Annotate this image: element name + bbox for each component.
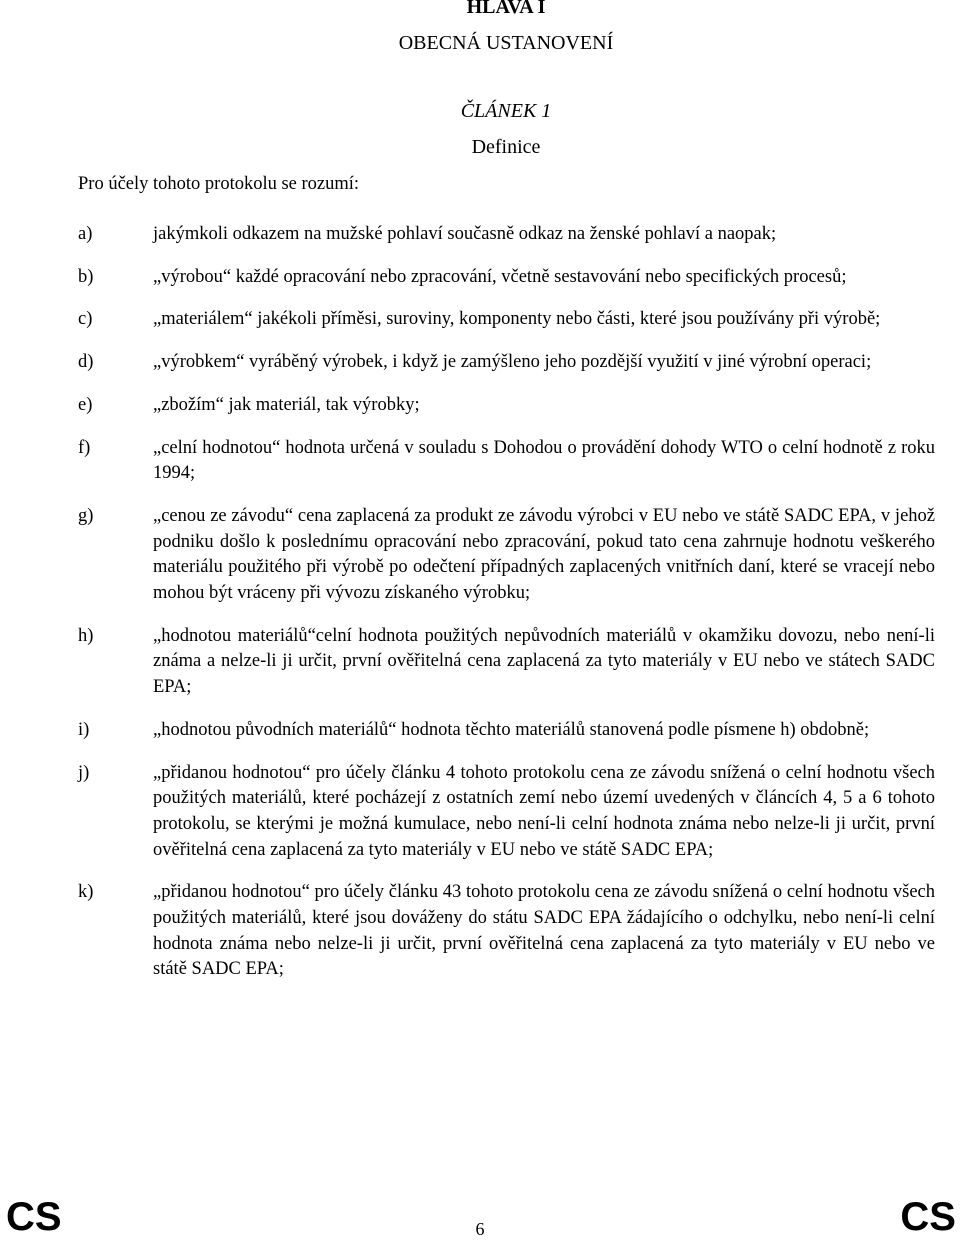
definition-marker: c) [78, 309, 93, 330]
page-number: 6 [475, 1219, 485, 1239]
definition-item [78, 265, 935, 291]
definition-marker: i) [78, 719, 90, 740]
chapter-title: OBECNÁ USTANOVENÍ [398, 32, 614, 54]
definition-marker: e) [78, 394, 93, 415]
definition-text: „hodnotou materiálů“celní hodnota použitých nepůvodních materiálů v okamžiku dovozu, nebo není-li známa a nelze-li ji určit, první ověřitelná cena zaplacená za tyto materiály v EU nebo ve státech SADC EPA; [153, 625, 935, 698]
definition-marker: b) [78, 266, 94, 287]
definition-marker: f) [78, 437, 91, 458]
definition-text: „cenou ze závodu“ cena zaplacená za produkt ze závodu výrobci v EU nebo ve státě SADC EPA, v jehož podniku došlo k poslednímu opracování nebo zpracování, pokud tato cena zahrnuje hodnotu veškerého materiálu použitého při výrobě po odečtení případných zaplacených vnitřních daní, které se vracejí nebo mohou být vráceny při vývozu získaného výrobku; [153, 505, 935, 604]
definition-text: „celní hodnotou“ hodnota určená v souladu s Dohodou o provádění dohody WTO o celní hodnotě z roku 1994; [153, 437, 935, 484]
definition-item [78, 307, 935, 333]
definition-item [78, 350, 935, 376]
definition-text: „zbožím“ jak materiál, tak výrobky; [153, 394, 420, 415]
definition-marker: d) [78, 352, 94, 373]
chapter-heading: HLAVA I [466, 0, 546, 18]
definition-item [78, 718, 935, 744]
definition-text: „hodnotou původních materiálů“ hodnota těchto materiálů stanovená podle písmene h) obdobně; [153, 719, 870, 740]
definition-item [78, 436, 935, 487]
article-heading: ČLÁNEK 1 [460, 100, 552, 122]
definition-item [78, 393, 935, 419]
definition-item [78, 624, 935, 701]
definition-marker: j) [78, 762, 90, 783]
definition-marker: a) [78, 224, 93, 244]
definition-text: „přidanou hodnotou“ pro účely článku 43 tohoto protokolu cena ze závodu snížená o celní hodnotu všech použitých materiálů, které jsou dováženy do státu SADC EPA žádajícího o odchylku, nebo není-li celní hodnota známa nebo nelze-li ji určit, první ověřitelná cena zaplacená za tyto materiály v EU nebo ve státě SADC EPA; [153, 882, 935, 980]
definition-item [78, 504, 935, 607]
definition-item [78, 761, 935, 864]
language-code-left: CS [6, 1195, 62, 1239]
definition-item [78, 222, 935, 248]
intro-sentence: Pro účely tohoto protokolu se rozumí: [78, 174, 360, 194]
definition-text: jakýmkoli odkazem na mužské pohlaví současně odkaz na ženské pohlaví a naopak; [153, 224, 777, 244]
definition-text: „výrobkem“ vyráběný výrobek, i když je zamýšleno jeho pozdější využití v jiné výrobní operaci; [153, 352, 872, 373]
definition-marker: h) [78, 625, 94, 646]
definition-marker: k) [78, 882, 94, 903]
definition-text: „materiálem“ jakékoli příměsi, suroviny, komponenty nebo části, které jsou používány při výrobě; [153, 309, 881, 330]
definition-item [78, 880, 935, 983]
article-title: Definice [471, 136, 541, 158]
definition-text: „přidanou hodnotou“ pro účely článku 4 tohoto protokolu cena ze závodu snížená o celní hodnotu všech použitých materiálů, které pocházejí z ostatních zemí nebo území uvedených v článcích 4, 5 a 6 tohoto protokolu, se kterými je možná kumulace, nebo není-li celní hodnota známa nebo nelze-li ji určit, první ověřitelná cena zaplacená za tyto materiály v EU nebo ve státě SADC EPA; [153, 762, 935, 860]
definition-text: „výrobou“ každé opracování nebo zpracování, včetně sestavování nebo specifických procesů; [153, 266, 847, 287]
language-code-right: CS [900, 1195, 956, 1239]
definitions-list [78, 222, 935, 1000]
definition-marker: g) [78, 505, 94, 526]
